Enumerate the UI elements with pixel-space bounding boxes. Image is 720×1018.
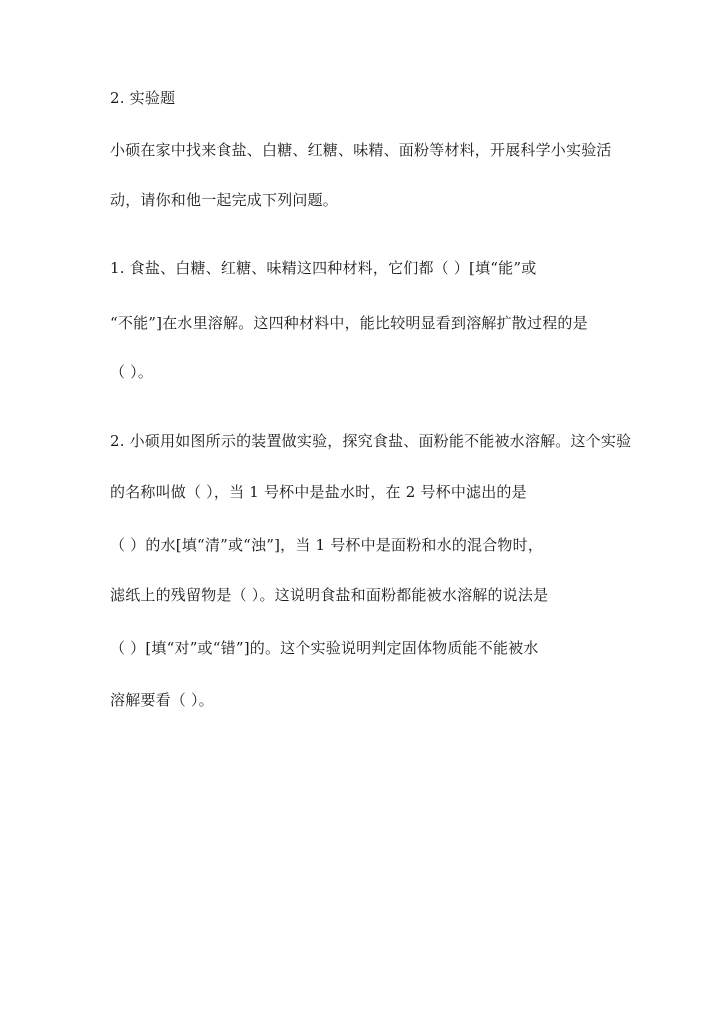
question-2-line-6: 溶解要看（ ）。: [110, 691, 214, 709]
question-1-line-1: 1. 食盐、白糖、红糖、味精这四种材料，它们都（ ）[填“能”或: [110, 259, 537, 277]
intro-line-1: 小硕在家中找来食盐、白糖、红糖、味精、面粉等材料，开展科学小实验活: [110, 141, 612, 159]
question-2-line-4: 滤纸上的残留物是（ ）。这说明食盐和面粉都能被水溶解的说法是: [110, 586, 549, 604]
question-1-line-3: （ ）。: [110, 363, 154, 381]
question-2-line-2: 的名称叫做（ ），当 1 号杯中是盐水时，在 2 号杯中滤出的是: [110, 483, 527, 501]
intro-line-2: 动，请你和他一起完成下列问题。: [110, 191, 339, 209]
question-2-line-3: （ ）的水[填“清”或“浊”]，当 1 号杯中是面粉和水的混合物时，: [110, 536, 544, 554]
question-2-line-5: （ ）[填“对”或“错”]的。这个实验说明判定固体物质能不能被水: [110, 639, 539, 657]
section-title: 2. 实验题: [110, 89, 176, 107]
question-1-line-2: “不能”]在水里溶解。这四种材料中，能比较明显看到溶解扩散过程的是: [110, 314, 588, 332]
question-2-line-1: 2. 小硕用如图所示的装置做实验，探究食盐、面粉能不能被水溶解。这个实验: [110, 432, 632, 450]
